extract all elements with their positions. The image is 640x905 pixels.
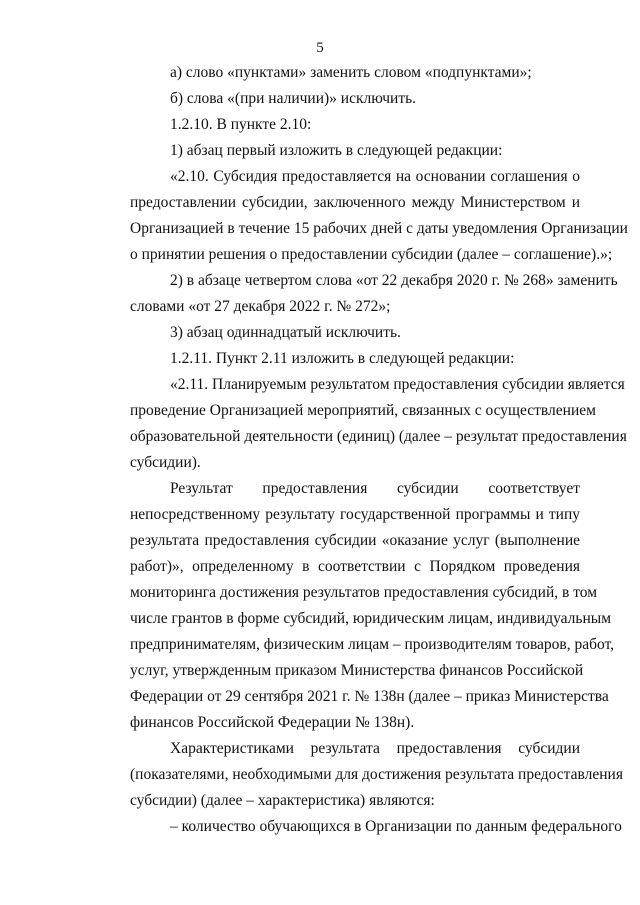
paragraph: [90, 814, 622, 840]
text-line: предпринимателям, физическим лицам – производителям товаров, работ,: [130, 636, 615, 653]
text-line: Характеристиками результата предоставления субсидии: [170, 740, 580, 757]
text-line: (показателями, необходимыми для достижения результата предоставления: [130, 766, 623, 783]
paragraph: [90, 164, 628, 268]
paragraph: [90, 112, 580, 138]
text-line: Организацией в течение 15 рабочих дней с даты уведомления Организации: [130, 220, 628, 237]
text-line: непосредственному результату государственной программы и типу: [130, 506, 580, 523]
paragraph: [90, 138, 580, 164]
text-line: 1) абзац первый изложить в следующей редакции:: [170, 142, 503, 159]
paragraph: [90, 476, 615, 736]
text-line: 1.2.11. Пункт 2.11 изложить в следующей редакции:: [170, 350, 515, 367]
text-line: субсидии) (далее – характеристика) являются:: [130, 792, 435, 809]
text-line: – количество обучающихся в Организации по данным федерального: [170, 818, 622, 835]
document-body: [90, 60, 628, 840]
text-line: а) слово «пунктами» заменить словом «подпунктами»;: [170, 64, 532, 81]
text-line: «2.10. Субсидия предоставляется на основании соглашения о: [170, 168, 580, 185]
text-line: словами «от 27 декабря 2022 г. № 272»;: [130, 298, 391, 315]
paragraph: [90, 86, 580, 112]
text-line: 3) абзац одиннадцатый исключить.: [170, 324, 401, 341]
text-line: проведение Организацией мероприятий, связанных с осуществлением: [130, 402, 596, 419]
text-line: работ)», определенному в соответствии с Порядком проведения: [130, 558, 580, 575]
paragraph: [90, 320, 580, 346]
text-line: Результат предоставления субсидии соответствует: [170, 480, 580, 497]
paragraph: [90, 372, 627, 476]
paragraph: [90, 346, 580, 372]
text-line: мониторинга достижения результатов предоставления субсидий, в том: [130, 584, 598, 601]
text-line: услуг, утвержденным приказом Министерства финансов Российской: [130, 662, 584, 679]
text-line: образовательной деятельности (единиц) (далее – результат предоставления: [130, 428, 627, 445]
page-number: 5: [316, 40, 324, 56]
text-line: предоставлении субсидии, заключенного между Министерством и: [130, 194, 580, 211]
text-line: результата предоставления субсидии «оказание услуг (выполнение: [130, 532, 580, 549]
text-line: финансов Российской Федерации № 138н).: [130, 714, 415, 731]
text-line: числе грантов в форме субсидий, юридическим лицам, индивидуальным: [130, 610, 611, 627]
text-line: 1.2.10. В пункте 2.10:: [170, 116, 312, 133]
text-line: субсидии).: [130, 454, 201, 471]
text-line: б) слова «(при наличии)» исключить.: [170, 90, 417, 107]
text-line: Федерации от 29 сентября 2021 г. № 138н (далее – приказ Министерства: [130, 688, 609, 705]
text-line: 2) в абзаце четвертом слова «от 22 декабря 2020 г. № 268» заменить: [170, 272, 618, 289]
text-line: о принятии решения о предоставлении субсидии (далее – соглашение).»;: [130, 246, 613, 263]
paragraph: [90, 736, 623, 814]
paragraph: [90, 268, 618, 320]
text-line: «2.11. Планируемым результатом предоставления субсидии является: [170, 376, 625, 393]
paragraph: [90, 60, 580, 86]
